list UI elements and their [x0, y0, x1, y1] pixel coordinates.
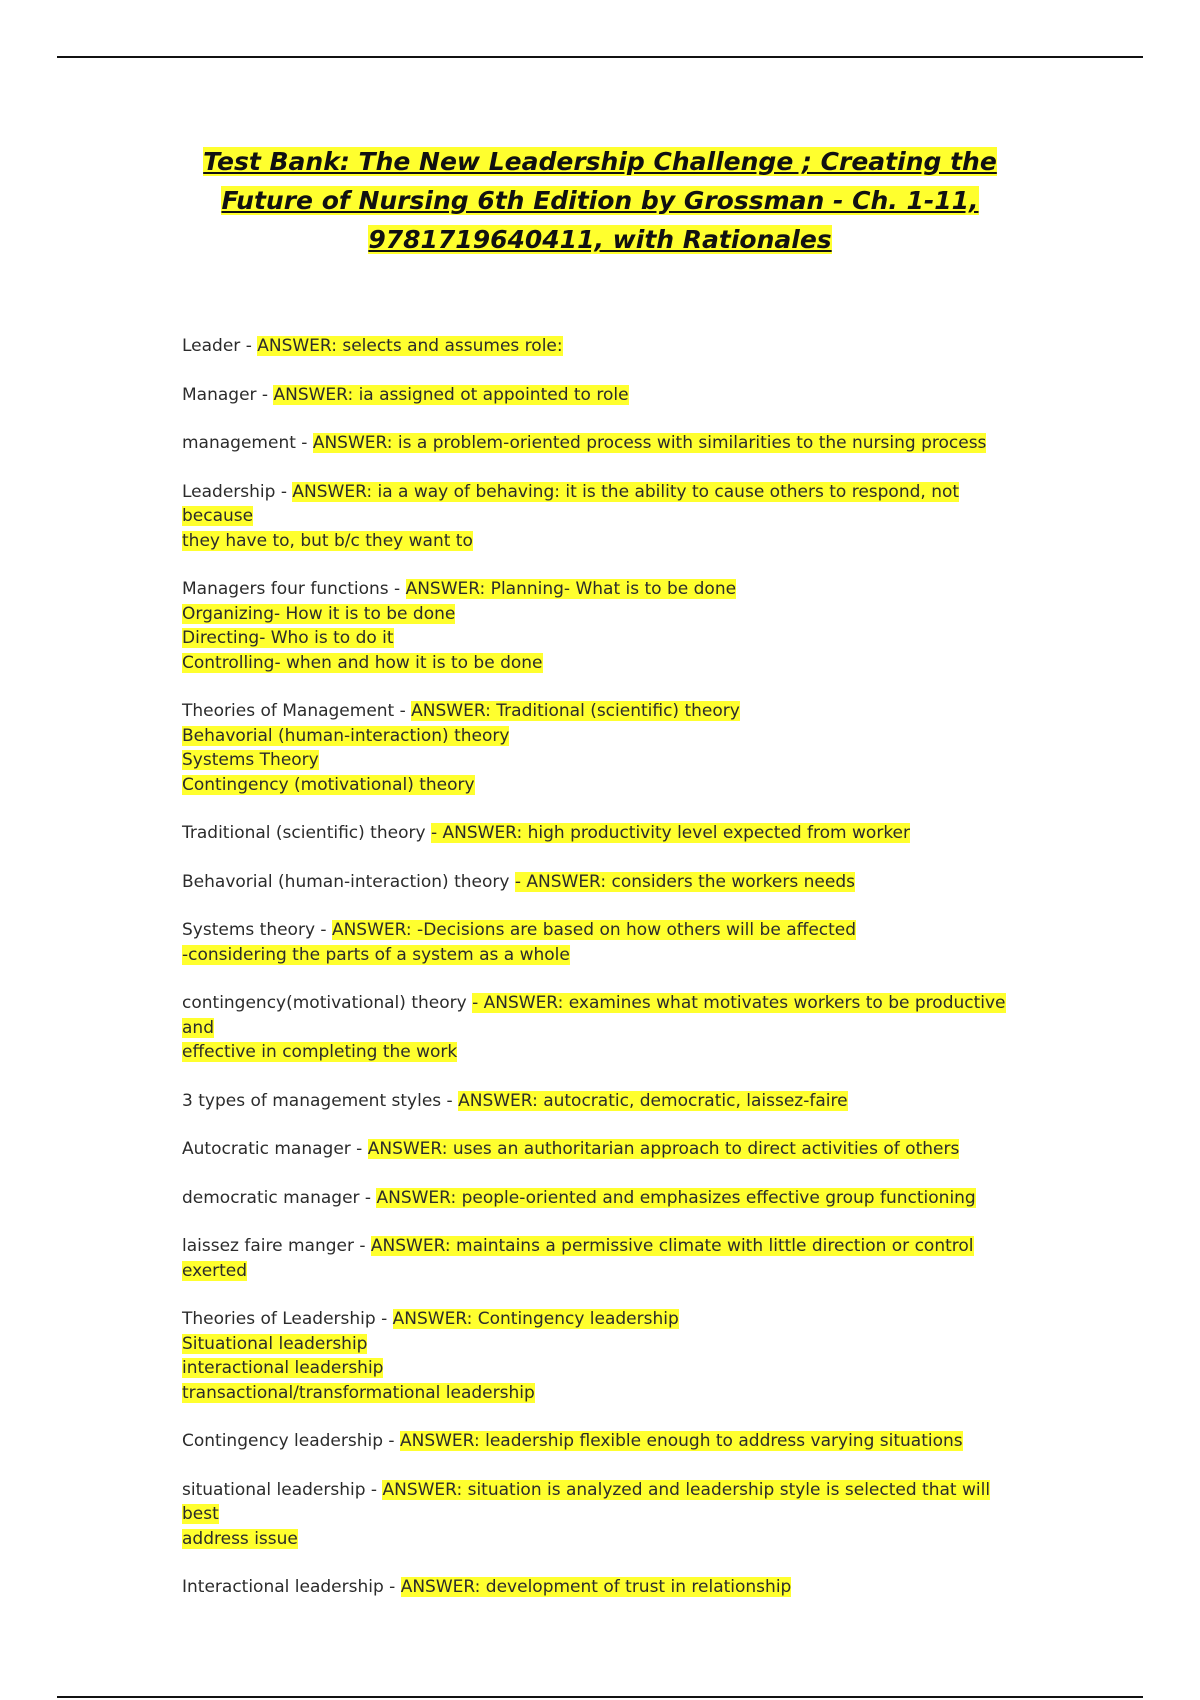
qa-entry: [182, 1089, 1022, 1114]
qa-entry: [182, 383, 1022, 408]
qa-entry: [182, 1137, 1022, 1162]
answer-line: [182, 724, 1022, 749]
qa-entry: [182, 431, 1022, 456]
term-label: Leader -: [182, 336, 258, 356]
title-line: Test Bank: The New Leadership Challenge ; Creating the: [203, 147, 997, 176]
qa-entry: [182, 1186, 1022, 1211]
title-line: Future of Nursing 6th Edition by Grossman - Ch. 1-11,: [221, 186, 979, 215]
answer-line: [182, 748, 1022, 773]
title-line: 9781719640411, with Rationales: [368, 225, 832, 254]
answer-line: [182, 1381, 1022, 1406]
answer-text: ANSWER: autocratic, democratic, laissez-faire: [458, 1090, 848, 1111]
qa-entry: [182, 1575, 1022, 1600]
term-label: Theories of Management -: [182, 701, 412, 721]
qa-entries: [182, 334, 1022, 1624]
answer-text: ANSWER: ia a way of behaving: it is the ability to cause others to respond, not because: [182, 481, 960, 526]
term-label: democratic manager -: [182, 1187, 377, 1208]
qa-entry: [182, 1307, 1022, 1405]
term-label: Autocratic manager -: [182, 1139, 368, 1159]
qa-entry: [182, 870, 1022, 895]
term-label: Interactional leadership -: [182, 1577, 401, 1597]
term-label: Theories of Leadership -: [182, 1309, 393, 1329]
answer-line: [182, 602, 1022, 627]
answer-line: [182, 943, 1022, 968]
qa-entry: [182, 821, 1022, 846]
answer-text: ANSWER: development of trust in relationship: [400, 1577, 792, 1597]
document-title: [150, 142, 1050, 259]
answer-text: - ANSWER: high productivity level expected from worker: [430, 823, 910, 843]
qa-entry: [182, 480, 1022, 554]
answer-text: interactional leadership: [182, 1358, 384, 1378]
answer-text: ANSWER: Traditional (scientific) theory: [411, 701, 740, 721]
answer-text: - ANSWER: examines what motivates workers to be productive and: [182, 993, 1006, 1038]
header-rule: [57, 56, 1143, 58]
answer-line: [182, 1527, 1022, 1552]
qa-entry: [182, 699, 1022, 797]
answer-line: [182, 529, 1022, 554]
term-label: Leadership -: [182, 481, 293, 502]
qa-entry: [182, 1429, 1022, 1454]
answer-text: Situational leadership: [182, 1333, 368, 1354]
answer-text: ANSWER: people-oriented and emphasizes effective group functioning: [376, 1187, 976, 1208]
answer-text: ANSWER: ia assigned ot appointed to role: [273, 384, 629, 405]
qa-entry: [182, 577, 1022, 675]
term-label: Traditional (scientific) theory: [182, 823, 431, 843]
term-label: contingency(motivational) theory: [182, 993, 473, 1013]
qa-entry: [182, 334, 1022, 359]
answer-line: [182, 1332, 1022, 1357]
term-label: management -: [182, 433, 313, 453]
answer-text: -considering the parts of a system as a whole: [182, 944, 570, 965]
answer-line: [182, 1356, 1022, 1381]
qa-entry: [182, 991, 1022, 1065]
answer-text: Behavorial (human-interaction) theory: [182, 725, 510, 746]
term-label: Managers four functions -: [182, 579, 406, 599]
term-label: Behavorial (human-interaction) theory: [182, 871, 515, 892]
term-label: Systems theory -: [182, 920, 332, 940]
answer-text: Controlling- when and how it is to be done: [182, 652, 543, 673]
term-label: Contingency leadership -: [182, 1431, 400, 1451]
answer-line: [182, 651, 1022, 676]
answer-text: effective in completing the work: [182, 1042, 458, 1062]
answer-text: ANSWER: uses an authoritarian approach to direct activities of others: [367, 1139, 960, 1159]
footer-rule: [57, 1696, 1143, 1698]
answer-line: [182, 626, 1022, 651]
answer-text: ANSWER: is a problem-oriented process with similarities to the nursing process: [312, 433, 987, 453]
answer-text: ANSWER: situation is analyzed and leadership style is selected that will best: [182, 1479, 991, 1524]
answer-line: [182, 773, 1022, 798]
answer-text: Systems Theory: [182, 750, 319, 770]
term-label: 3 types of management styles -: [182, 1090, 459, 1111]
answer-text: ANSWER: Planning- What is to be done: [405, 579, 737, 599]
answer-text: ANSWER: Contingency leadership: [392, 1309, 679, 1329]
answer-line: [182, 1040, 1022, 1065]
qa-entry: [182, 1234, 1022, 1283]
term-label: laissez faire manger -: [182, 1236, 371, 1256]
answer-text: ANSWER: -Decisions are based on how others will be affected: [331, 920, 857, 940]
answer-text: - ANSWER: considers the workers needs: [514, 871, 855, 892]
term-label: situational leadership -: [182, 1479, 383, 1500]
term-label: Manager -: [182, 384, 274, 405]
answer-text: address issue: [182, 1528, 298, 1549]
answer-text: Directing- Who is to do it: [182, 628, 394, 648]
qa-entry: [182, 1478, 1022, 1552]
answer-text: ANSWER: selects and assumes role:: [257, 336, 563, 356]
answer-text: they have to, but b/c they want to: [182, 530, 473, 551]
answer-text: Contingency (motivational) theory: [182, 774, 475, 795]
answer-text: ANSWER: maintains a permissive climate with little direction or control exerted: [182, 1236, 974, 1281]
answer-text: transactional/transformational leadership: [182, 1382, 535, 1403]
qa-entry: [182, 918, 1022, 967]
answer-text: Organizing- How it is to be done: [182, 603, 456, 624]
answer-text: ANSWER: leadership flexible enough to address varying situations: [399, 1431, 963, 1451]
